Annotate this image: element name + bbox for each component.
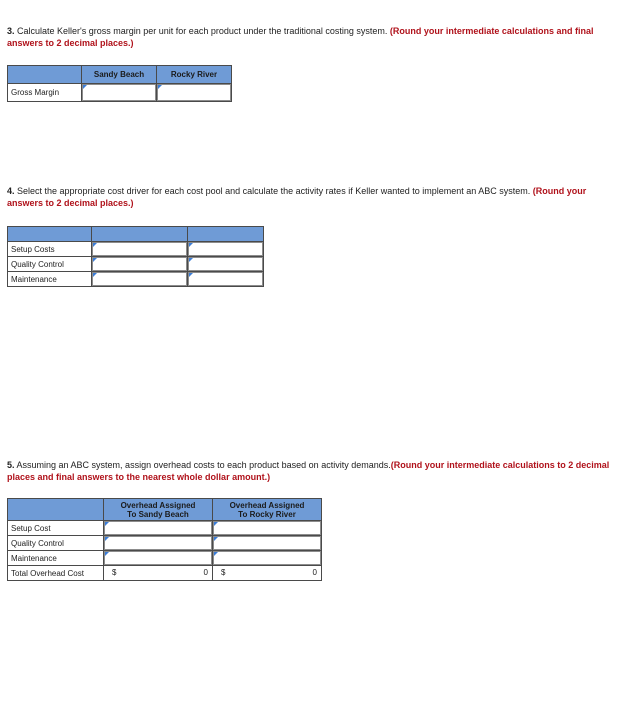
gross-margin-sandy-beach-input[interactable] — [82, 84, 156, 101]
setup-cost-sandy-beach-input[interactable] — [104, 521, 212, 535]
row-label-setup-cost: Setup Cost — [8, 521, 104, 536]
row-label-quality-control: Quality Control — [8, 536, 104, 551]
question-number: 5. — [7, 460, 15, 470]
row-label-maintenance: Maintenance — [8, 272, 92, 287]
setup-cost-rocky-river-cell — [213, 521, 322, 536]
header-line2: To Sandy Beach — [127, 509, 189, 519]
total-overhead-sandy-beach — [104, 566, 213, 581]
maintenance-sandy-beach-cell — [104, 551, 213, 566]
gross-margin-rocky-river-cell — [157, 84, 232, 102]
question-text: Select the appropriate cost driver for each cost pool and calculate the activity rates if Keller wanted to implement an ABC system. — [14, 186, 533, 196]
setup-costs-driver-select[interactable] — [92, 242, 187, 256]
quality-control-sandy-beach-input[interactable] — [104, 536, 212, 550]
currency-symbol: $ — [221, 568, 226, 577]
maintenance-rate-input[interactable] — [188, 272, 263, 286]
header-activity-rate — [188, 227, 264, 242]
maintenance-driver-select[interactable] — [92, 272, 187, 286]
quality-control-rocky-river-cell — [213, 536, 322, 551]
gross-margin-sandy-beach-cell — [82, 84, 157, 102]
question-text: Assuming an ABC system, assign overhead costs to each product based on activity demands. — [14, 460, 391, 470]
activity-rates-table — [7, 226, 264, 287]
rounding-note: (Round your answers to 2 decimal places.) — [7, 186, 587, 208]
setup-costs-driver-cell — [92, 242, 188, 257]
header-line1: Overhead Assigned — [229, 500, 305, 510]
setup-cost-sandy-beach-cell — [104, 521, 213, 536]
currency-symbol: $ — [112, 568, 117, 577]
quality-control-driver-cell — [92, 257, 188, 272]
header-blank — [8, 499, 104, 521]
question-3-prompt — [7, 25, 622, 49]
maintenance-driver-cell — [92, 272, 188, 287]
question-number: 3. — [7, 26, 15, 36]
maintenance-rocky-river-cell — [213, 551, 322, 566]
gross-margin-rocky-river-input[interactable] — [157, 84, 231, 101]
header-overhead-rocky-river — [213, 499, 322, 521]
quality-control-rate-cell — [188, 257, 264, 272]
total-value: 0 — [312, 568, 317, 577]
row-label-setup-costs: Setup Costs — [8, 242, 92, 257]
question-4-prompt — [7, 185, 622, 209]
question-text: Calculate Keller's gross margin per unit for each product under the traditional costing system. — [14, 26, 390, 36]
header-sandy-beach: Sandy Beach — [82, 66, 157, 84]
question-number: 4. — [7, 186, 15, 196]
total-overhead-rocky-river — [213, 566, 322, 581]
row-label-total-overhead-cost: Total Overhead Cost — [8, 566, 104, 581]
header-blank — [8, 66, 82, 84]
maintenance-rate-cell — [188, 272, 264, 287]
header-overhead-sandy-beach — [104, 499, 213, 521]
maintenance-rocky-river-input[interactable] — [213, 551, 321, 565]
quality-control-driver-select[interactable] — [92, 257, 187, 271]
header-rocky-river: Rocky River — [157, 66, 232, 84]
rounding-note: (Round your intermediate calculations to 2 decimal places and final answers to the nearest whole dollar amount.) — [7, 460, 610, 482]
question-5-prompt — [7, 459, 622, 483]
maintenance-sandy-beach-input[interactable] — [104, 551, 212, 565]
quality-control-sandy-beach-cell — [104, 536, 213, 551]
row-label-quality-control: Quality Control — [8, 257, 92, 272]
setup-cost-rocky-river-input[interactable] — [213, 521, 321, 535]
row-label-maintenance: Maintenance — [8, 551, 104, 566]
setup-costs-rate-cell — [188, 242, 264, 257]
header-cost-driver — [92, 227, 188, 242]
gross-margin-table — [7, 65, 232, 102]
header-blank — [8, 227, 92, 242]
rounding-note: (Round your intermediate calculations and final answers to 2 decimal places.) — [7, 26, 594, 48]
header-line2: To Rocky River — [238, 509, 296, 519]
row-label-gross-margin: Gross Margin — [8, 84, 82, 102]
quality-control-rocky-river-input[interactable] — [213, 536, 321, 550]
total-value: 0 — [203, 568, 208, 577]
overhead-assignment-table — [7, 498, 322, 581]
quality-control-rate-input[interactable] — [188, 257, 263, 271]
setup-costs-rate-input[interactable] — [188, 242, 263, 256]
header-line1: Overhead Assigned — [120, 500, 196, 510]
